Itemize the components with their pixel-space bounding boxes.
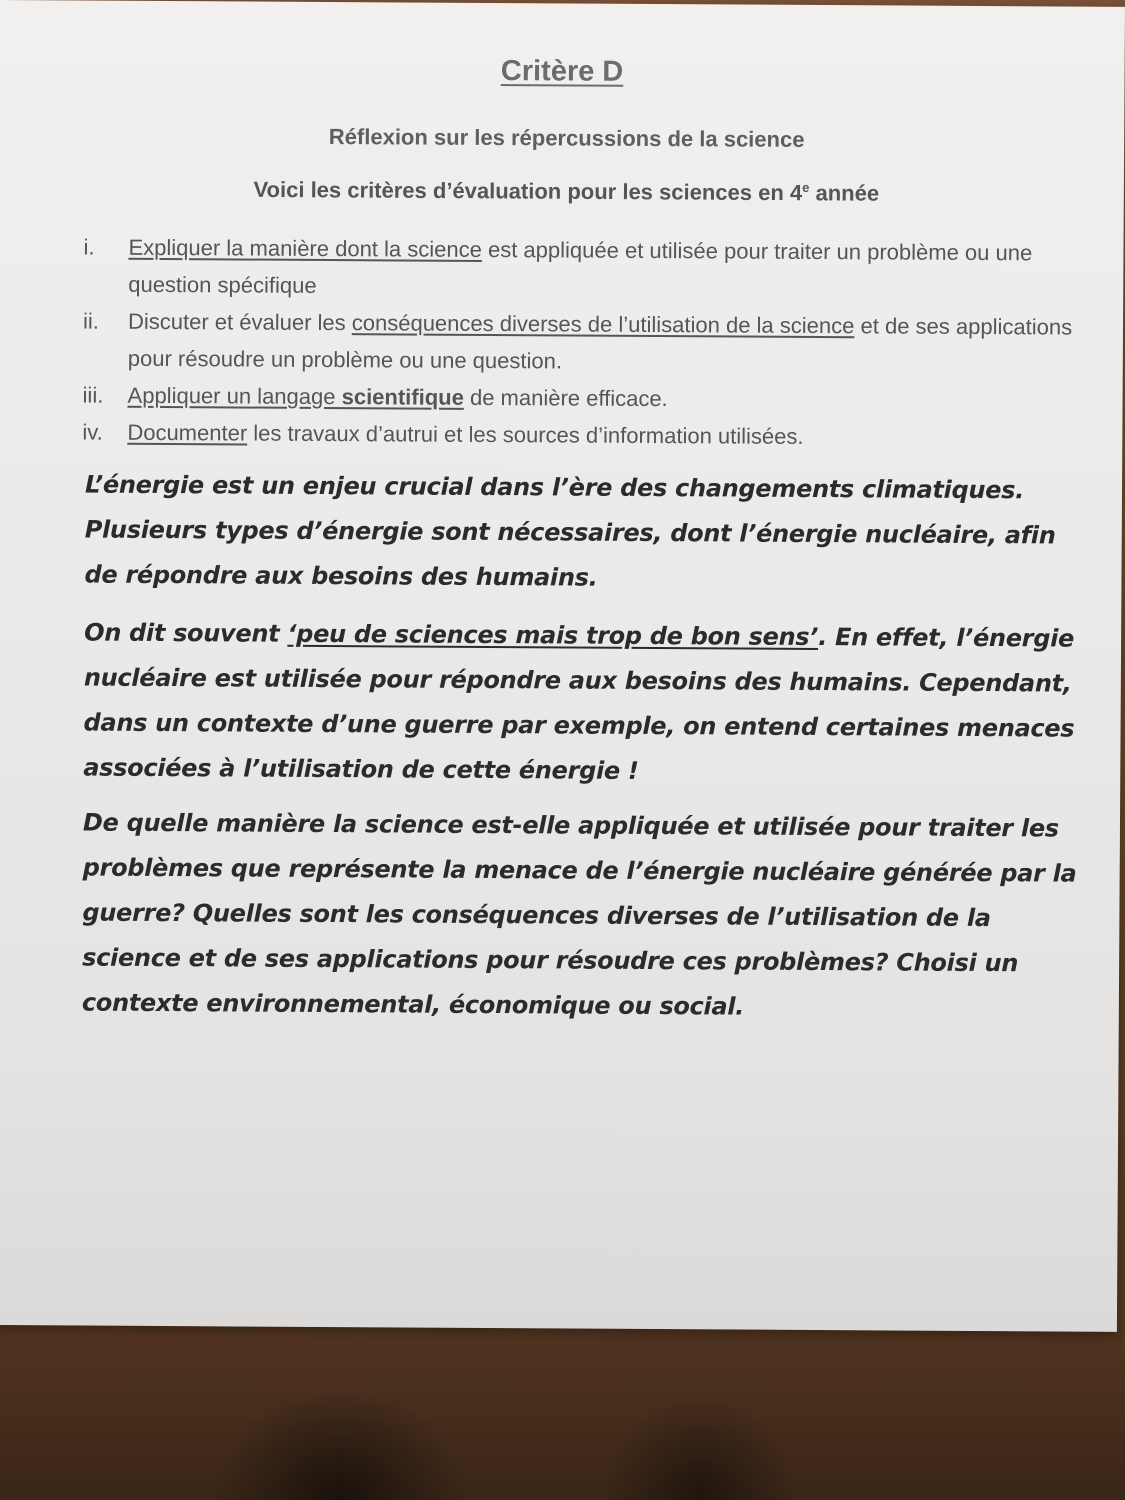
- document-subtitle: Réflexion sur les répercussions de la science: [328, 124, 805, 152]
- ordinal-superscript: e: [802, 179, 810, 195]
- criterion-text: [128, 229, 1088, 309]
- numeral-text: ii.: [82, 308, 100, 334]
- criterion-text: [128, 303, 1088, 383]
- criterion-item: [48, 228, 1088, 308]
- criteria-intro-suffix: année: [809, 180, 880, 206]
- criterion-item: [48, 302, 1088, 382]
- criterion-underlined: conséquences diverses de l’utilisation de la science: [351, 310, 855, 339]
- criterion-underlined: Expliquer la manière dont la science: [128, 234, 482, 262]
- criterion-item: [47, 376, 1087, 419]
- criterion-rest: les travaux d’autrui et les sources d’information utilisées.: [247, 420, 804, 449]
- criterion-lead: Discuter et évaluer les: [127, 308, 352, 336]
- criteria-list: [47, 228, 1088, 456]
- document-title: Critère D: [500, 55, 624, 88]
- criteria-intro-text: Voici les critères d’évaluation pour les sciences en 4: [253, 176, 803, 206]
- paragraph-energy-context: L’énergie est un enjeu crucial dans l’ère des changements climatiques. Plusieurs types d’énergie sont nécessaires, dont l’énergie nucléaire, afin de répondre aux besoins des humains.: [84, 470, 1056, 592]
- criterion-underlined: Documenter: [127, 419, 248, 446]
- criterion-numeral: [47, 376, 127, 413]
- paragraph-lead: On dit souvent: [84, 618, 288, 648]
- paragraph-rest: . En effet, l’énergie nucléaire est utilisée pour répondre aux besoins des humains. Cependant, dans un contexte d’une guerre par exemple, on entend certaines menaces associées à l’utilisation de cette énergie !: [83, 623, 1075, 785]
- quoted-saying: ‘peu de sciences mais trop de bon sens’: [287, 619, 819, 652]
- criterion-text: [127, 377, 1087, 420]
- criterion-rest: est appliquée et utilisée pour traiter un problème ou une question spécifique: [128, 236, 1033, 298]
- criteria-intro: [0, 175, 1125, 208]
- criterion-underlined: Appliquer un langage: [127, 382, 342, 410]
- criterion-rest: de manière efficace.: [463, 384, 668, 412]
- numeral-text: iv.: [82, 419, 103, 445]
- criterion-underlined-bold: scientifique: [341, 384, 464, 410]
- paragraph-nuclear-threat: [83, 611, 1094, 797]
- paragraph-question: De quelle manière la science est-elle appliquée et utilisée pour traiter les problèmes que représente la menace de l’énergie nucléaire générée par la guerre? Quelles sont les conséquences diverses de l’utilisation de la science et de ses applications pour résoudre ces problèmes? Choisi un contexte environnemental, économique ou social.: [81, 808, 1077, 1021]
- criterion-text: [127, 414, 1087, 457]
- numeral-text: i.: [83, 234, 95, 260]
- criterion-numeral: [48, 228, 128, 302]
- criterion-numeral: [48, 302, 128, 376]
- numeral-text: iii.: [82, 382, 104, 408]
- criterion-rest: et de ses applications pour résoudre un problème ou une question.: [127, 313, 1073, 374]
- criterion-numeral: [47, 413, 127, 450]
- criterion-item: [47, 413, 1087, 456]
- floor-background: [0, 1310, 1125, 1500]
